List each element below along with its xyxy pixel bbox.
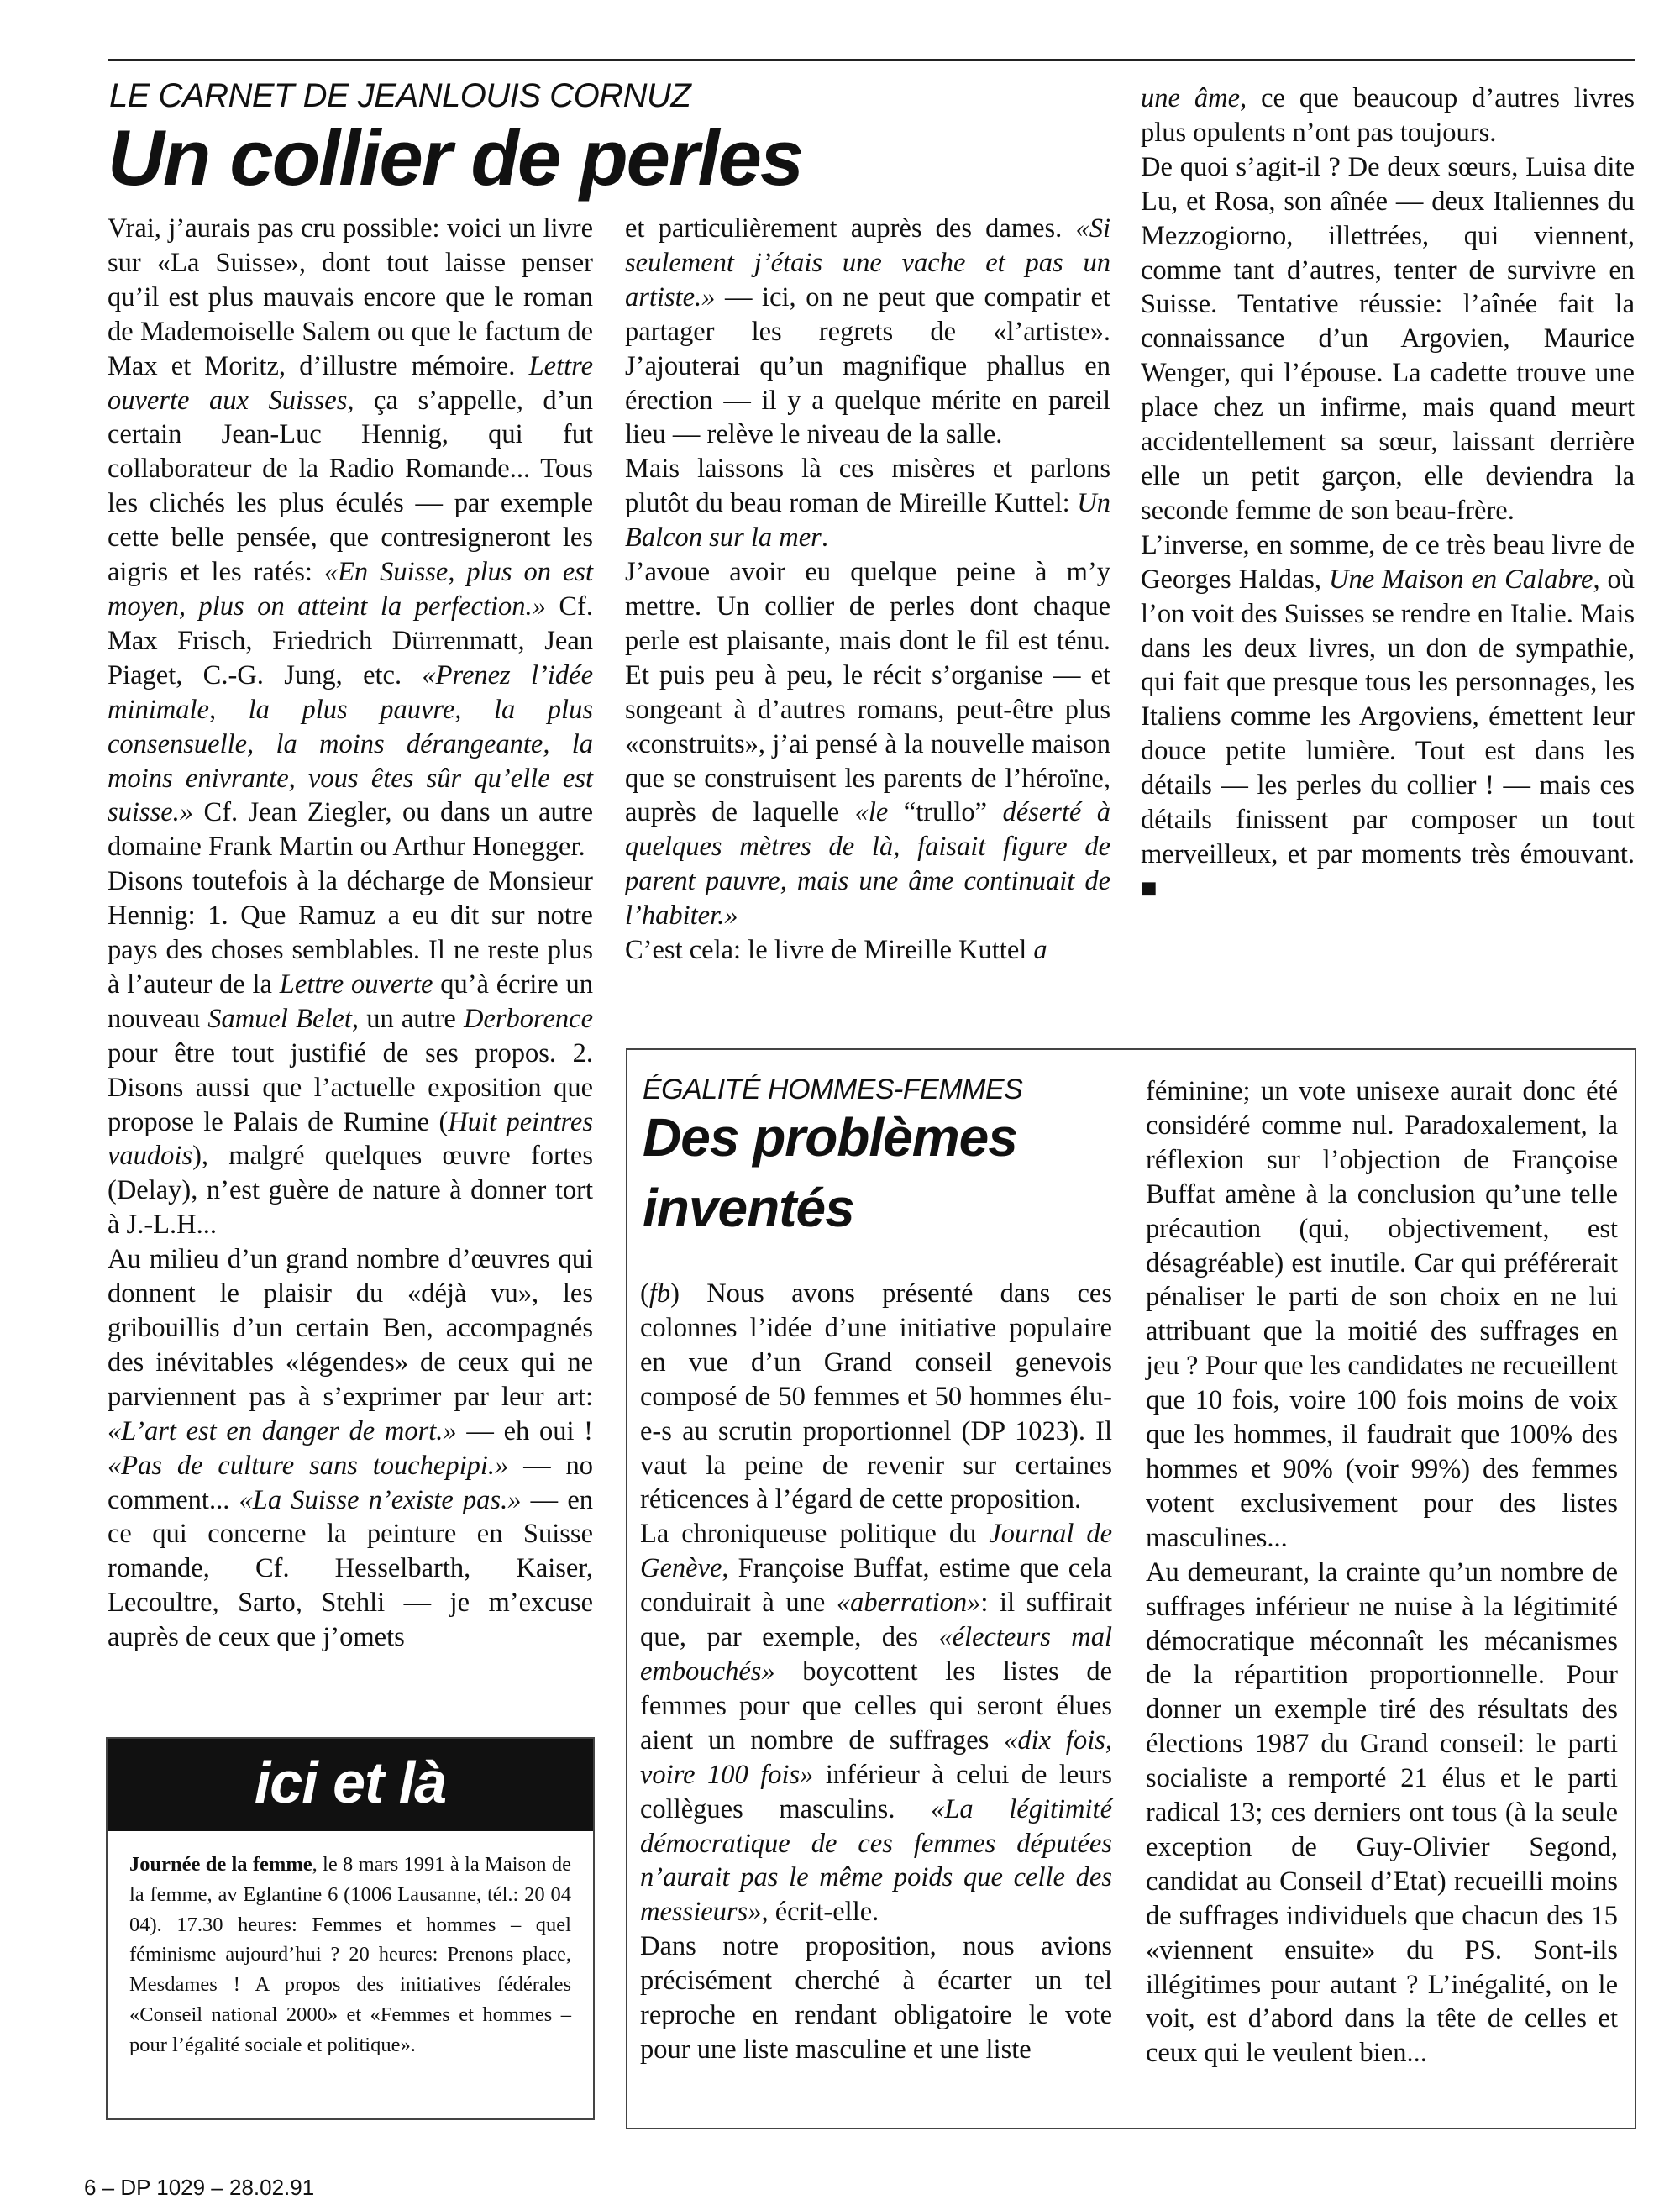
ici-et-la-text: Journée de la femme, le 8 mars 1991 à la Maison de la femme, av Eglantine 6 (1006 Lausanne, tél.: 20 04 04). 17.30 heures: Femmes et hommes – quel féminisme aujourd’hui ? 20 heures: Prenons place, Mesdames ! A propos des initiatives fédérales «Conseil national 2000» et «Femmes et hommes – pour l’égalité sociale et politique». <box>129 1853 571 2056</box>
page-footer: 6 – DP 1029 – 28.02.91 <box>84 2175 315 2200</box>
paragraph: et particulièrement auprès des dames. «Si seulement j’étais une vache et pas un artiste.» — ici, on ne peut que compatir et partager les regrets de «l’artiste». J’ajouterai qu’un magnifique phallus en érection — il y a quelque mérite en pareil lieu — relève le niveau de la salle. <box>625 213 1110 450</box>
article2-kicker: ÉGALITÉ HOMMES-FEMMES <box>643 1074 1023 1105</box>
article2-title-line2: inventés <box>643 1178 854 1238</box>
paragraph: J’avoue avoir eu quelque peine à m’y mettre. Un collier de perles dont chaque perle est plaisante, mais dont le fil est ténu. Et puis peu à peu, le récit s’organise — et songeant à d’autres romans, peut-être plus «construits», j’ai pensé à la nouvelle maison que se construisent les parents de l’héroïne, auprès de laquelle «le “trullo” déserté à quelques mètres de là, faisait figure de parent pauvre, mais une âme continuait de l’habiter.» <box>625 557 1110 932</box>
article1-col2 <box>625 212 1110 968</box>
paragraph: Disons toutefois à la décharge de Monsieur Hennig: 1. Que Ramuz a eu dit sur notre pays des choses semblables. Il ne reste plus à l’auteur de la Lettre ouverte qu’à écrire un nouveau Samuel Belet, un autre Derborence pour être tout justifié de ses propos. 2. Disons aussi que l’actuelle exposition que propose le Palais de Rumine (Huit peintres vaudois), malgré quelques œuvre fortes (Delay), n’est guère de nature à donner tort à J.-L.H... <box>108 866 593 1241</box>
paragraph: De quoi s’agit-il ? De deux sœurs, Luisa dite Lu, et Rosa, son aînée — deux Italiennes du Mezzogiorno, illettrées, qui viennent, comme tant d’autres, tenter de survivre en Suisse. Tentative réussie: l’aînée fait la connaissance d’un Argovien, Maurice Wenger, qui l’épouse. La cadette trouve une place chez un infirme, mais quand meurt accidentellement sa sœur, laissant derrière elle un petit garçon, elle deviendra la seconde femme de son beau-frère. <box>1141 151 1635 526</box>
paragraph: Au milieu d’un grand nombre d’œuvres qui donnent le plaisir du «déjà vu», les gribouillis d’un certain Ben, accompagnés des inévitables «légendes» de ceux qui ne parviennent pas à s’exprimer par leur art: «L’art est en danger de mort.» — eh oui ! «Pas de culture sans touchepipi.» — no comment... «La Suisse n’existe pas.» — en ce qui concerne la peinture en Suisse romande, Cf. Hesselbarth, Kaiser, Lecoultre, Sarto, Stehli — je m’excuse auprès de ceux que j’omets <box>108 1244 593 1653</box>
article2-col1 <box>640 1277 1112 2067</box>
ici-et-la-title: ici et là <box>108 1739 593 1831</box>
paragraph: (fb) Nous avons présenté dans ces colonnes l’idée d’une initiative populaire en vue d’un Grand conseil genevois composé de 50 femmes et 50 hommes élu-e-s au scrutin proportionnel (DP 1023). Il vaut la peine de revenir sur certaines réticences à l’égard de cette proposition. <box>640 1278 1112 1515</box>
paragraph: féminine; un vote unisexe aurait donc été considéré comme nul. Paradoxalement, la réflexion sur l’objection de Françoise Buffat amène à la conclusion qu’une telle précaution (qui, objectivement, est désagréable) est inutile. Car qui préférerait pénaliser le parti de son choix en ne lui attribuant que la moitié des suffrages en jeu ? Pour que les candidates ne recueillent que 10 fois, voire 100 fois moins de voix que les hommes, il faudrait que 100% des hommes et 90% (voir 99%) des femmes votent exclusivement pour des listes masculines... <box>1146 1076 1618 1553</box>
article1-col3 <box>1141 81 1635 906</box>
paragraph: La chroniqueuse politique du Journal de Genève, Françoise Buffat, estime que cela conduirait à une «aberration»: il suffirait que, par exemple, des «électeurs mal embouchés» boycottent les listes de femmes pour que celles qui seront élues aient un nombre de suffrages «dix fois, voire 100 fois» inférieur à celui de leurs collègues masculins. «La légitimité démocratique de ces femmes députées n’aurait pas le même poids que celle des messieurs», écrit-elle. <box>640 1519 1113 1928</box>
article1-kicker: LE CARNET DE JEANLOUIS CORNUZ <box>109 77 691 114</box>
paragraph: Vrai, j’aurais pas cru possible: voici un livre sur «La Suisse», dont tout laisse penser qu’il est plus mauvais encore que le roman de Mademoiselle Salem ou que le factum de Max et Moritz, d’illustre mémoire. Lettre ouverte aux Suisses, ça s’appelle, d’un certain Jean-Luc Hennig, qui fut collaborateur de la Radio Romande... Tous les clichés les plus éculés — par exemple cette belle pensée, que contresigneront les aigris et les ratés: «En Suisse, plus on est moyen, plus on atteint la perfection.» Cf. Max Frisch, Friedrich Dürrenmatt, Jean Piaget, C.-G. Jung, etc. «Prenez l’idée minimale, la plus pauvre, la plus consensuelle, la moins dérangeante, la moins enivrante, vous êtes sûr qu’elle est suisse.» Cf. Jean Ziegler, ou dans un autre domaine Frank Martin ou Arthur Honegger. <box>108 213 594 863</box>
article1-title: Un collier de perles <box>108 113 803 202</box>
ici-et-la-box <box>106 1737 595 2120</box>
article2-col2 <box>1146 1074 1618 2071</box>
paragraph: Dans notre proposition, nous avions précisément cherché à écarter un tel reproche en rendant obligatoire le vote pour une liste masculine et une liste <box>640 1931 1112 2065</box>
paragraph: C’est cela: le livre de Mireille Kuttel a <box>625 935 1047 966</box>
paragraph: Au demeurant, la crainte qu’un nombre de suffrages inférieur ne nuise à la légitimité démocratique méconnaît les mécanismes de la répartition proportionnelle. Pour donner un exemple tiré des résultats des élections 1987 du Grand conseil: le parti socialiste a remporté 21 élus et le parti radical 13; ces derniers ont tous (à la seule exception de Guy-Olivier Segond, candidat au Conseil d’Etat) recueilli moins de suffrages individuels que chacun des 15 «viennent ensuite» du PS. Sont-ils illégitimes pour autant ? L’inégalité, on le voit, est d’abord dans la tête de celles et ceux qui le veulent bien... <box>1146 1556 1618 2069</box>
article2-title-line1: Des problèmes <box>643 1107 1017 1168</box>
paragraph: une âme, ce que beaucoup d’autres livres plus opulents n’ont pas toujours. <box>1141 83 1635 148</box>
paragraph: L’inverse, en somme, de ce très beau livre de Georges Haldas, Une Maison en Calabre, où l’on voit des Suisses se rendre en Italie. Mais dans les deux livres, un don de sympathie, qui fait que presque tous les personnages, les Italiens comme les Argoviens, émettent leur douce petite lumière. Tout est dans les détails — les perles du collier ! — mais ces détails finissent par composer un tout merveilleux, et par moments très émouvant. ■ <box>1141 529 1635 904</box>
article1-col1 <box>108 212 593 1655</box>
paragraph: Mais laissons là ces misères et parlons plutôt du beau roman de Mireille Kuttel: Un Balcon sur la mer. <box>625 454 1110 554</box>
top-rule <box>108 59 1635 61</box>
